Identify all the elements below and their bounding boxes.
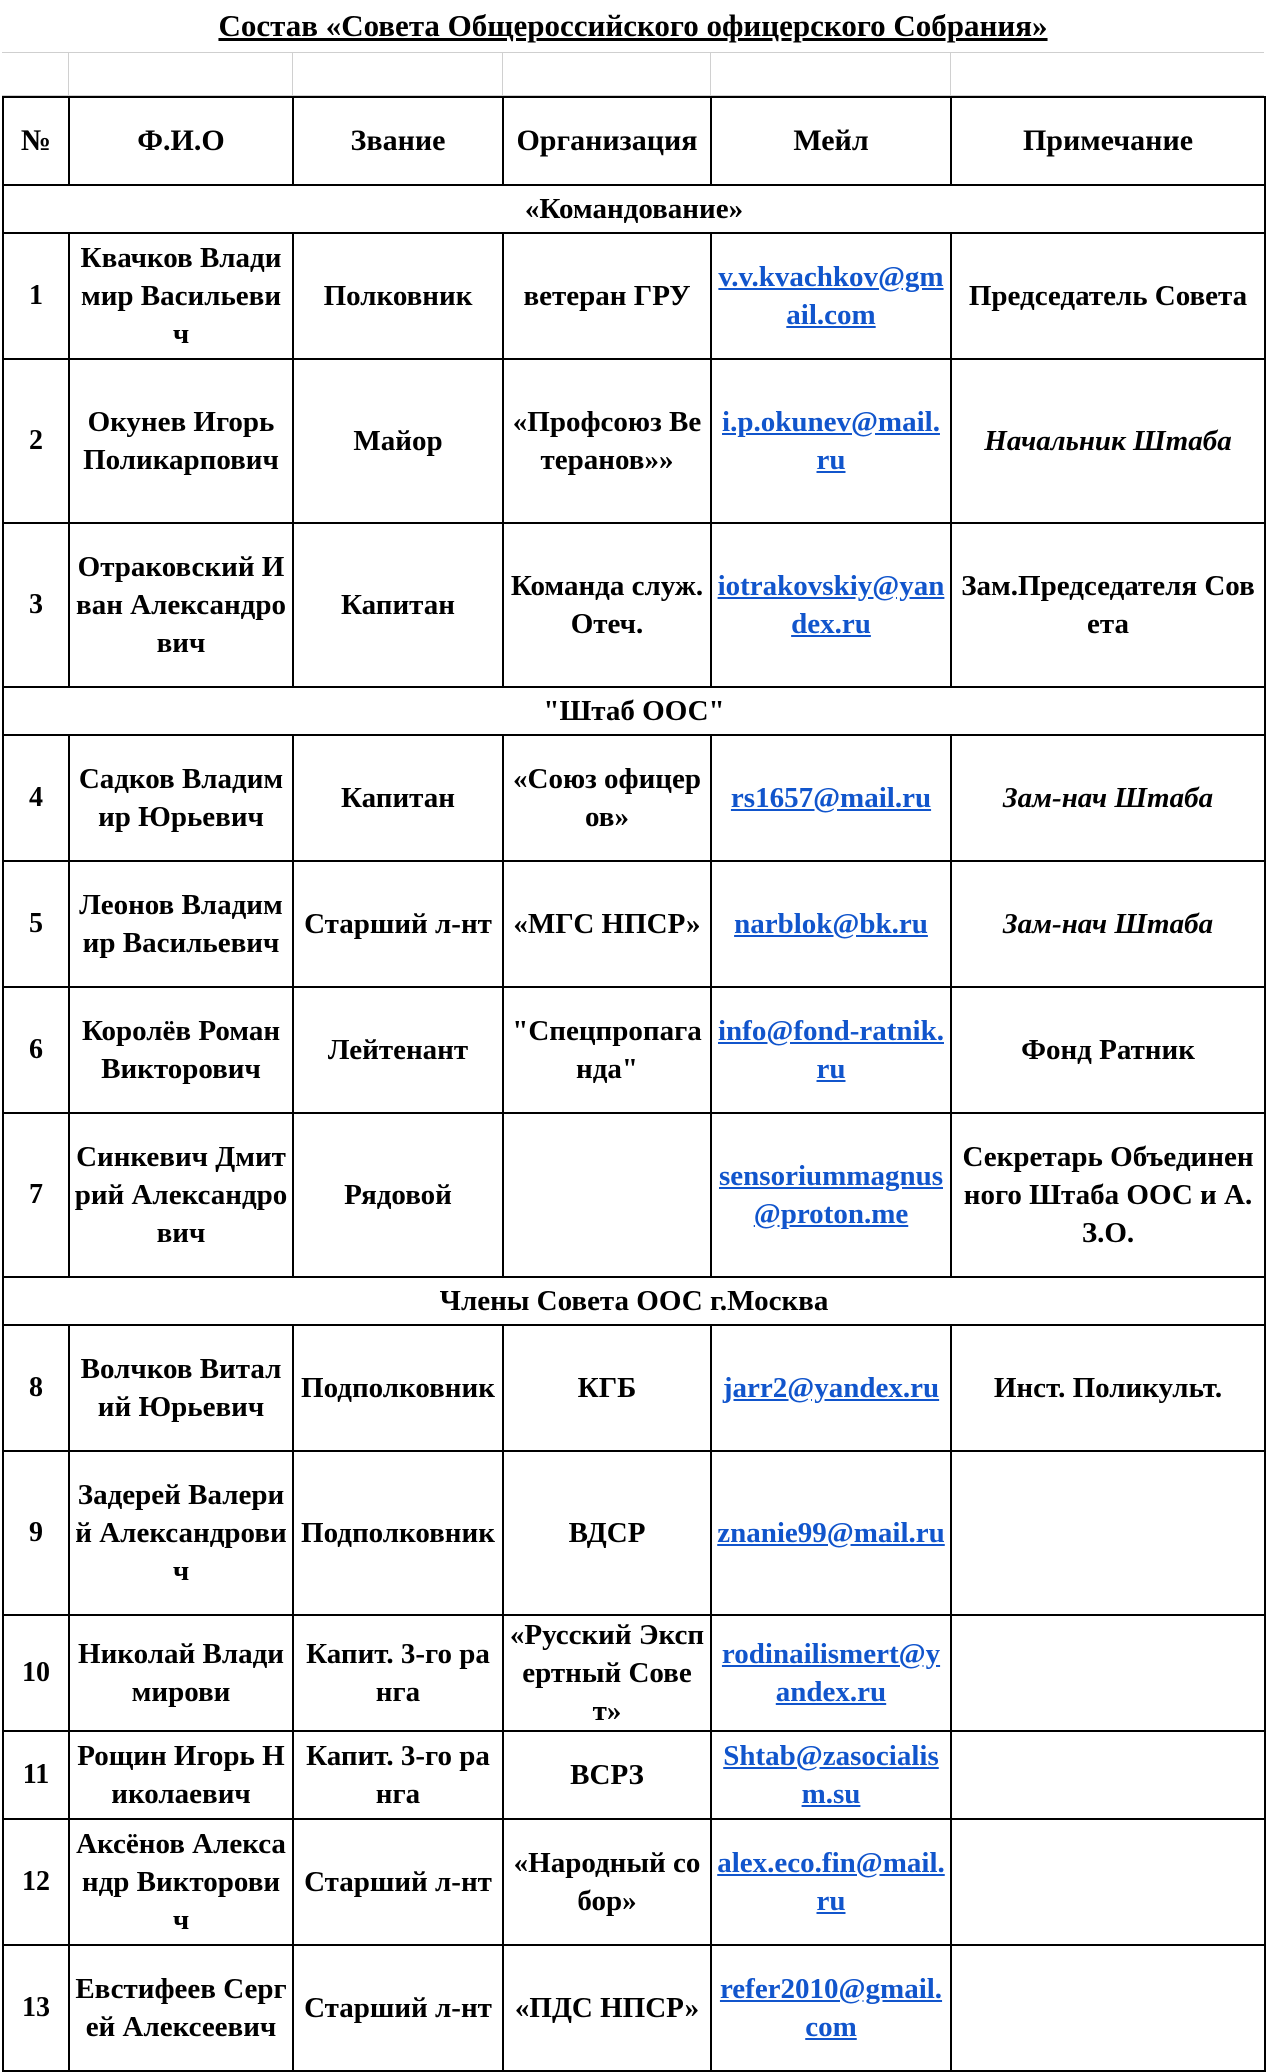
table-row (3, 735, 1265, 861)
section-title: «Командование» (3, 185, 1265, 233)
table-row (3, 1615, 1265, 1731)
member-org: «ПДС НПСР» (503, 1945, 711, 2071)
member-rank: Старший л-нт (293, 1819, 503, 1945)
member-email (711, 1731, 951, 1819)
member-rank: Рядовой (293, 1113, 503, 1277)
member-org: ВСРЗ (503, 1731, 711, 1819)
col-header-email: Мейл (711, 97, 951, 185)
row-number: 9 (3, 1451, 69, 1615)
row-number: 4 (3, 735, 69, 861)
member-name: Отраковский Иван Александрович (69, 523, 293, 687)
member-email (711, 987, 951, 1113)
member-rank: Подполковник (293, 1451, 503, 1615)
member-name: Садков Владимир Юрьевич (69, 735, 293, 861)
table-row (3, 1731, 1265, 1819)
member-org: «Народный собор» (503, 1819, 711, 1945)
email-link[interactable]: info@fond-ratnik.ru (718, 1015, 944, 1085)
member-name: Окунев Игорь Поликарпович (69, 359, 293, 523)
header-row (3, 97, 1265, 185)
col-header-org: Организация (503, 97, 711, 185)
member-org: «Союз офицеров» (503, 735, 711, 861)
member-name: Волчков Виталий Юрьевич (69, 1325, 293, 1451)
email-link[interactable]: Shtab@zasocialism.su (723, 1740, 939, 1810)
col-header-note: Примечание (951, 97, 1265, 185)
member-email (711, 735, 951, 861)
row-number: 12 (3, 1819, 69, 1945)
member-rank: Капитан (293, 735, 503, 861)
member-org: «Профсоюз Ветеранов»» (503, 359, 711, 523)
member-org: «МГС НПСР» (503, 861, 711, 987)
section-row (3, 687, 1265, 735)
member-rank: Капитан (293, 523, 503, 687)
member-note (951, 1731, 1265, 1819)
member-org: ветеран ГРУ (503, 233, 711, 359)
member-name: Николай Владимирови (69, 1615, 293, 1731)
email-link[interactable]: rs1657@mail.ru (730, 782, 932, 814)
document-title: Состав «Совета Общероссийского офицерского Собрания» (218, 8, 1048, 43)
row-number: 7 (3, 1113, 69, 1277)
member-name: Евстифеев Сергей Алексеевич (69, 1945, 293, 2071)
section-title: "Штаб ООС" (3, 687, 1265, 735)
member-rank: Капит. 3-го ранга (293, 1731, 503, 1819)
section-row (3, 185, 1265, 233)
empty-spacer-row (2, 52, 1264, 96)
col-header-name: Ф.И.О (69, 97, 293, 185)
member-note (951, 1945, 1265, 2071)
section-title: Члены Совета ООС г.Москва (3, 1277, 1265, 1325)
member-email (711, 1325, 951, 1451)
row-number: 13 (3, 1945, 69, 2071)
table-row (3, 233, 1265, 359)
member-email (711, 1819, 951, 1945)
row-number: 2 (3, 359, 69, 523)
member-name: Квачков Владимир Васильевич (69, 233, 293, 359)
member-org (503, 1113, 711, 1277)
member-rank: Майор (293, 359, 503, 523)
row-number: 8 (3, 1325, 69, 1451)
member-email (711, 359, 951, 523)
table-row (3, 861, 1265, 987)
member-org: "Спецпропаганда" (503, 987, 711, 1113)
member-name: Леонов Владимир Васильевич (69, 861, 293, 987)
row-number: 6 (3, 987, 69, 1113)
email-link[interactable]: narblok@bk.ru (734, 908, 928, 940)
member-note: Председатель Совета (951, 233, 1265, 359)
member-email (711, 1945, 951, 2071)
table-row (3, 987, 1265, 1113)
member-name: Королёв Роман Викторович (69, 987, 293, 1113)
col-header-num: № (3, 97, 69, 185)
email-link[interactable]: rodinailismert@yandex.ru (721, 1638, 941, 1708)
member-rank: Старший л-нт (293, 1945, 503, 2071)
email-link[interactable]: i.p.okunev@mail.ru (722, 406, 940, 476)
member-note: Зам-нач Штаба (951, 735, 1265, 861)
table-row (3, 523, 1265, 687)
member-rank: Старший л-нт (293, 861, 503, 987)
member-rank: Капит. 3-го ранга (293, 1615, 503, 1731)
member-rank: Полковник (293, 233, 503, 359)
member-note (951, 1819, 1265, 1945)
email-link[interactable]: znanie99@mail.ru (717, 1517, 945, 1549)
member-email (711, 233, 951, 359)
member-note: Зам-нач Штаба (951, 861, 1265, 987)
row-number: 11 (3, 1731, 69, 1819)
row-number: 10 (3, 1615, 69, 1731)
member-rank: Подполковник (293, 1325, 503, 1451)
table-row (3, 1325, 1265, 1451)
email-link[interactable]: iotrakovskiy@yandex.ru (717, 570, 945, 640)
member-name: Рощин Игорь Николаевич (69, 1731, 293, 1819)
table-row (3, 1113, 1265, 1277)
section-row (3, 1277, 1265, 1325)
member-name: Задерей Валерий Александрович (69, 1451, 293, 1615)
member-note (951, 1451, 1265, 1615)
email-link[interactable]: sensoriummagnus@proton.me (719, 1160, 943, 1230)
member-email (711, 1113, 951, 1277)
member-rank: Лейтенант (293, 987, 503, 1113)
member-org: КГБ (503, 1325, 711, 1451)
member-note: Зам.Председателя Совета (951, 523, 1265, 687)
col-header-rank: Звание (293, 97, 503, 185)
member-org: «Русский Экспертный Совет» (503, 1615, 711, 1731)
member-name: Аксёнов Александр Викторович (69, 1819, 293, 1945)
member-note (951, 1615, 1265, 1731)
email-link[interactable]: refer2010@gmail.com (719, 1973, 943, 2043)
council-table (2, 96, 1266, 2072)
member-note: Инст. Поликульт. (951, 1325, 1265, 1451)
email-link[interactable]: jarr2@yandex.ru (722, 1372, 940, 1404)
member-org: Команда служ. Отеч. (503, 523, 711, 687)
table-row (3, 1819, 1265, 1945)
member-note: Секретарь Объединенного Штаба ООС и А.З.О. (951, 1113, 1265, 1277)
row-number: 5 (3, 861, 69, 987)
member-email (711, 1615, 951, 1731)
table-row (3, 359, 1265, 523)
member-email (711, 523, 951, 687)
member-email (711, 1451, 951, 1615)
table-row (3, 1945, 1265, 2071)
row-number: 3 (3, 523, 69, 687)
member-org: ВДСР (503, 1451, 711, 1615)
email-link[interactable]: alex.eco.fin@mail.ru (717, 1847, 945, 1917)
row-number: 1 (3, 233, 69, 359)
email-link[interactable]: v.v.kvachkov@gmail.com (718, 261, 944, 331)
member-name: Синкевич Дмитрий Александрович (69, 1113, 293, 1277)
member-note: Начальник Штаба (951, 359, 1265, 523)
table-row (3, 1451, 1265, 1615)
member-email (711, 861, 951, 987)
member-note: Фонд Ратник (951, 987, 1265, 1113)
